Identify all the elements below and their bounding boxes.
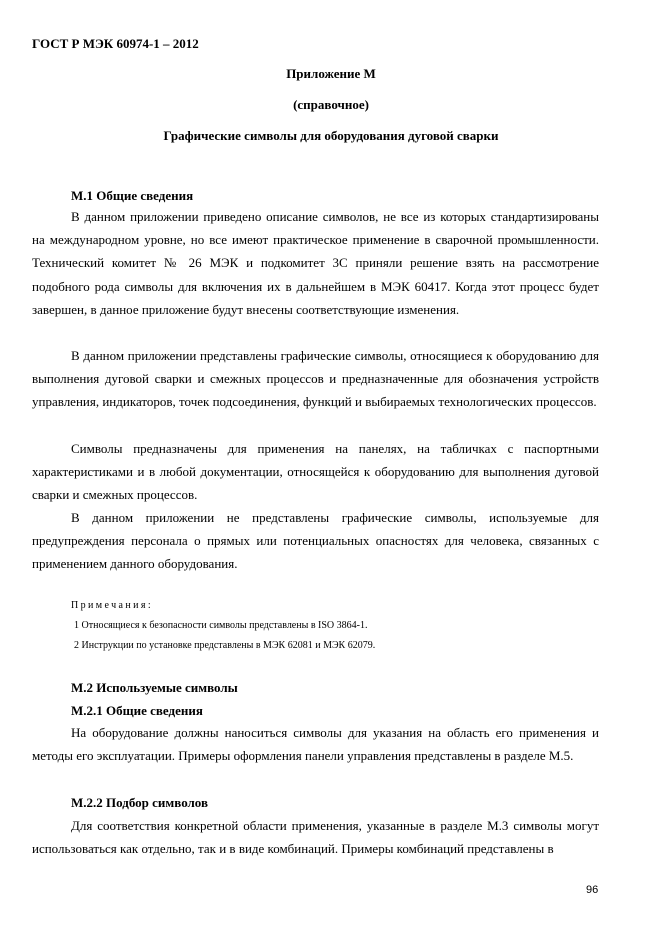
paragraph: На оборудование должны наноситься символы для указания на область его применения и методы его эксплуатации. Примеры оформления панели управления представлены в разделе М.5. (32, 725, 599, 764)
paragraph: В данном приложении не представлены графические символы, используемые для предупреждения персонала о прямых или потенциальных опасностях для человека, связанных с применением данного оборудования. (32, 510, 599, 572)
section-m1-heading: М.1 Общие сведения (71, 188, 194, 203)
subsection-m22-heading: М.2.2 Подбор символов (71, 795, 209, 810)
note-item: 2 Инструкции по установке представлены в МЭК 62081 и МЭК 62079. (74, 640, 376, 651)
subsection-m21-heading: М.2.1 Общие сведения (71, 703, 203, 718)
document-code: ГОСТ Р МЭК 60974-1 – 2012 (32, 36, 199, 51)
page-number: 96 (586, 884, 599, 896)
notes-title: Примечания: (71, 600, 154, 611)
appendix-title: Приложение М (286, 66, 376, 81)
paragraph: Символы предназначены для применения на панелях, на табличках с паспортными характеристиками и в любой документации, относящейся к оборудованию для выполнения дуговой сварки и смежных процессов. (32, 441, 599, 503)
section-m2-heading: М.2 Используемые символы (71, 680, 238, 695)
appendix-subtitle: (справочное) (293, 97, 369, 112)
paragraph: Для соответствия конкретной области применения, указанные в разделе М.3 символы могут использоваться как отдельно, так и в виде комбинаций. Примеры комбинаций представлены в (32, 818, 599, 857)
note-item: 1 Относящиеся к безопасности символы представлены в ISO 3864-1. (74, 620, 368, 631)
paragraph: В данном приложении представлены графические символы, относящиеся к оборудованию для выполнения дуговой сварки и смежных процессов и предназначенные для обозначения устройств управления, индикаторов, точек подсоединения, функций и выбираемых технологических процессов. (32, 348, 599, 410)
paragraph: В данном приложении приведено описание символов, не все из которых стандартизированы на международном уровне, но все имеют практическое применение в сварочной промышленности. Технический комитет № 26 МЭК и подкомитет 3С приняли решение взять на рассмотрение подобного рода символы для включения их в дальнейшем в МЭК 60417. Когда этот процесс будет завершен, в данное приложение будут внесены соответствующие изменения. (32, 209, 599, 317)
appendix-heading: Графические символы для оборудования дуговой сварки (163, 128, 499, 143)
